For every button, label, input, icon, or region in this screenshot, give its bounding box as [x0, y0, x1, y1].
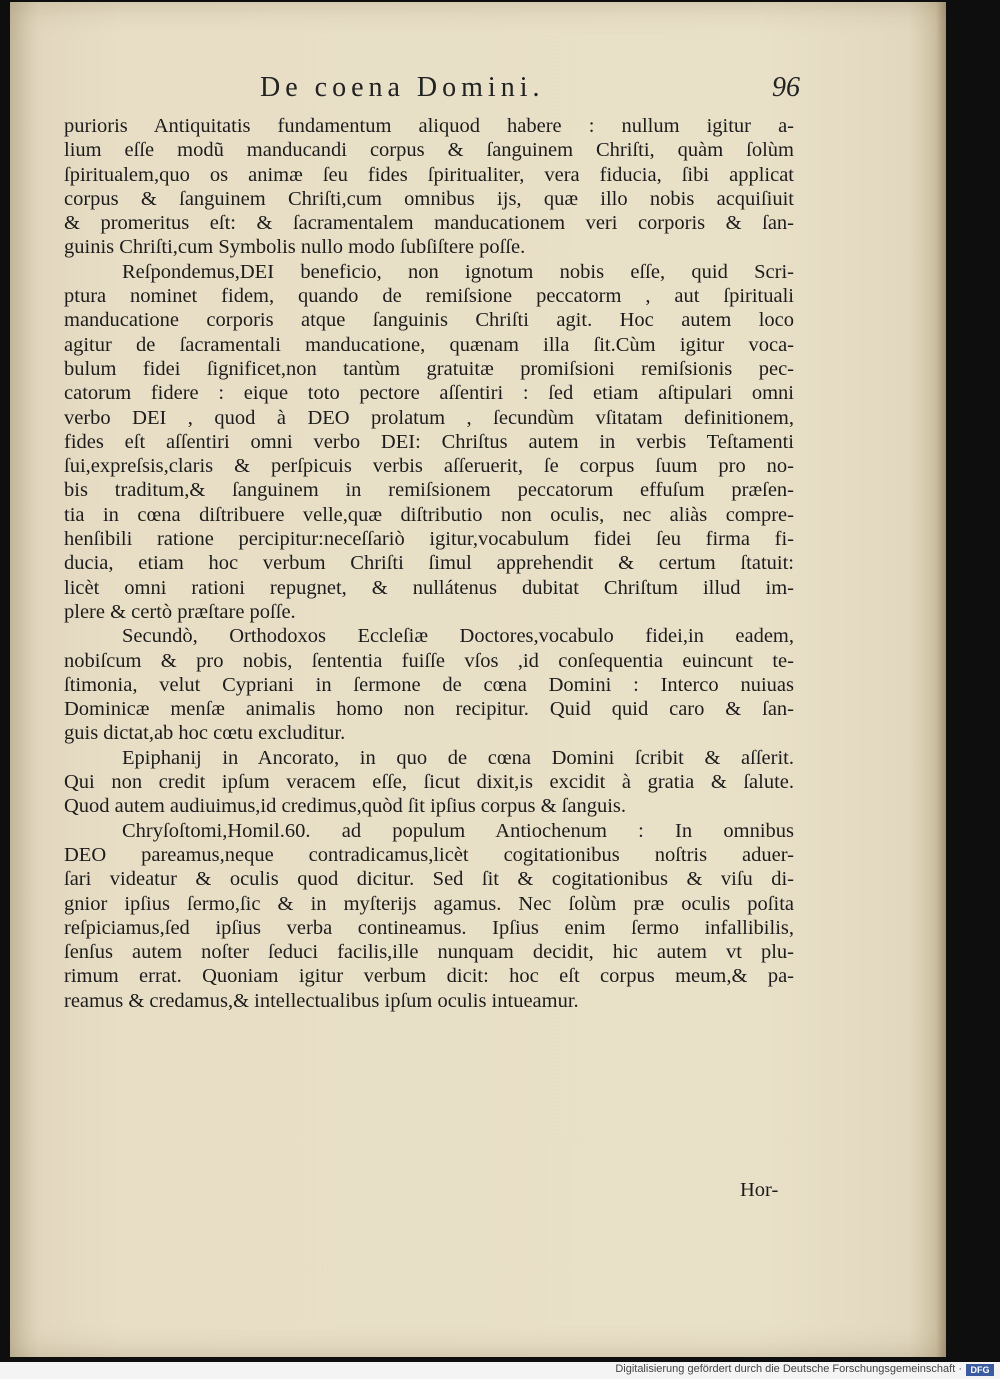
text-line: nobiſcum & pro nobis, ſententia fuiſſe vſos ,id conſequentia euincunt te-: [64, 649, 794, 672]
text-line: verbo DEI , quod à DEO prolatum , ſecundùm vſitatam definitionem,: [64, 406, 794, 429]
text-line: henſibili ratione percipitur:neceſſariò igitur,vocabulum fidei ſeu firma fi-: [64, 528, 794, 551]
text-line: Qui non credit ipſum veracem eſſe, ſicut dixit,is excidit à gratia & ſalute.: [64, 771, 794, 794]
text-line: fides eſt aſſentiri omni verbo DEI: Chriſtus autem in verbis Teſtamenti: [64, 430, 794, 453]
text-line: ducia, etiam hoc verbum Chriſti ſimul apprehendit & certum ſtatuit:: [64, 552, 794, 575]
text-line: ſari videatur & oculis quod dicitur. Sed ſit & cogitationibus & viſu di-: [64, 868, 794, 891]
text-line: ſtimonia, velut Cypriani in ſermone de cœna Domini : Interco nuiuas: [64, 673, 794, 696]
page-header: [260, 72, 800, 116]
text-line: lium eſſe modũ manducandi corpus & ſanguinem Chriſti, quàm ſolùm: [64, 139, 794, 162]
text-line: manducatione corporis atque ſanguinis Chriſti agit. Hoc autem loco: [64, 309, 794, 332]
text-line: Epiphanij in Ancorato, in quo de cœna Domini ſcribit & aſſerit.: [122, 746, 794, 769]
text-line: agitur de ſacramentali manducatione, quænam illa ſit.Cùm igitur voca-: [64, 333, 794, 356]
text-line: licèt omni rationi repugnet, & nullátenus dubitat Chriſtum illud im-: [64, 576, 794, 599]
funding-credit: Digitalisierung gefördert durch die Deutsche Forschungsgemeinschaft ·: [615, 1363, 962, 1375]
text-line: ſui,expreſsis,claris & perſpicuis verbis aſſeruerit, ſe corpus ſuum pro no-: [64, 455, 794, 478]
text-line: guinis Chriſti,cum Symbolis nullo modo ſubſiſtere poſſe.: [64, 236, 526, 259]
text-line: reamus & credamus,& intellectualibus ipſum oculis intueamur.: [64, 989, 579, 1012]
text-line: rimum errat. Quoniam igitur verbum dicit: hoc eſt corpus meum,& pa-: [64, 965, 794, 988]
text-line: Secundò, Orthodoxos Eccleſiæ Doctores,vocabulo fidei,in eadem,: [122, 625, 794, 648]
text-line: purioris Antiquitatis fundamentum aliquod habere : nullum igitur a-: [64, 115, 794, 137]
page-number: 96: [772, 72, 800, 103]
text-line: gnior ipſius ſermo,ſic & in myſterijs agamus. Nec ſolùm præ oculis poſita: [64, 892, 794, 915]
text-line: DEO pareamus,neque contradicamus,licèt cogitationibus noſtris aduer-: [64, 843, 794, 866]
book-page: [10, 2, 946, 1357]
text-line: Chryſoſtomi,Homil.60. ad populum Antiochenum : In omnibus: [122, 819, 794, 842]
text-line: corpus & ſanguinem Chriſti,cum omnibus ijs, quæ illo nobis acquiſiuit: [64, 187, 794, 210]
text-line: ptura nominet fidem, quando de remiſsione peccatorm , aut ſpirituali: [64, 285, 794, 308]
running-title: De coena Domini.: [260, 72, 545, 103]
text-line: ſenſus autem noſter ſeduci facilis,ille nunquam decidit, hic autem vt plu-: [64, 941, 794, 964]
footer-bar: [0, 1362, 1000, 1379]
text-line: Dominicæ menſæ animalis homo non recipitur. Quid quid caro & ſan-: [64, 698, 794, 721]
catchword: Hor-: [740, 1179, 779, 1201]
text-line: reſpiciamus,ſed ipſius verba contineamus. Ipſius enim ſermo infallibilis,: [64, 916, 794, 939]
text-line: tia in cœna diſtribuere velle,quæ diſtributio non oculis, nec aliàs compre-: [64, 503, 794, 526]
text-line: bis traditum,& ſanguinem in remiſsionem peccatorum effuſum præſen-: [64, 479, 794, 502]
text-line: bulum fidei ſignificet,non tantùm gratuitæ promiſsioni remiſsionis pec-: [64, 357, 794, 380]
page-gutter: [936, 2, 946, 1357]
text-line: plere & certò præſtare poſſe.: [64, 600, 296, 623]
body-text: [64, 114, 794, 1013]
text-line: Quod autem audiuimus,id credimus,quòd ſit ipſius corpus & ſanguis.: [64, 795, 626, 818]
text-line: catorum fidere : eique toto pectore aſſentiri : ſed etiam aſtipulari omni: [64, 382, 794, 405]
text-line: ſpiritualem,quo os animæ ſeu fides ſpiritualiter, vera fiducia, ſibi applicat: [64, 163, 794, 186]
text-line: guis dictat,ab hoc cœtu excluditur.: [64, 722, 346, 745]
text-line: & promeritus eſt: & ſacramentalem manducationem veri corporis & ſan-: [64, 212, 794, 235]
text-line: Reſpondemus,DEI beneficio, non ignotum nobis eſſe, quid Scri-: [122, 260, 794, 283]
dfg-logo: DFG: [966, 1364, 994, 1376]
